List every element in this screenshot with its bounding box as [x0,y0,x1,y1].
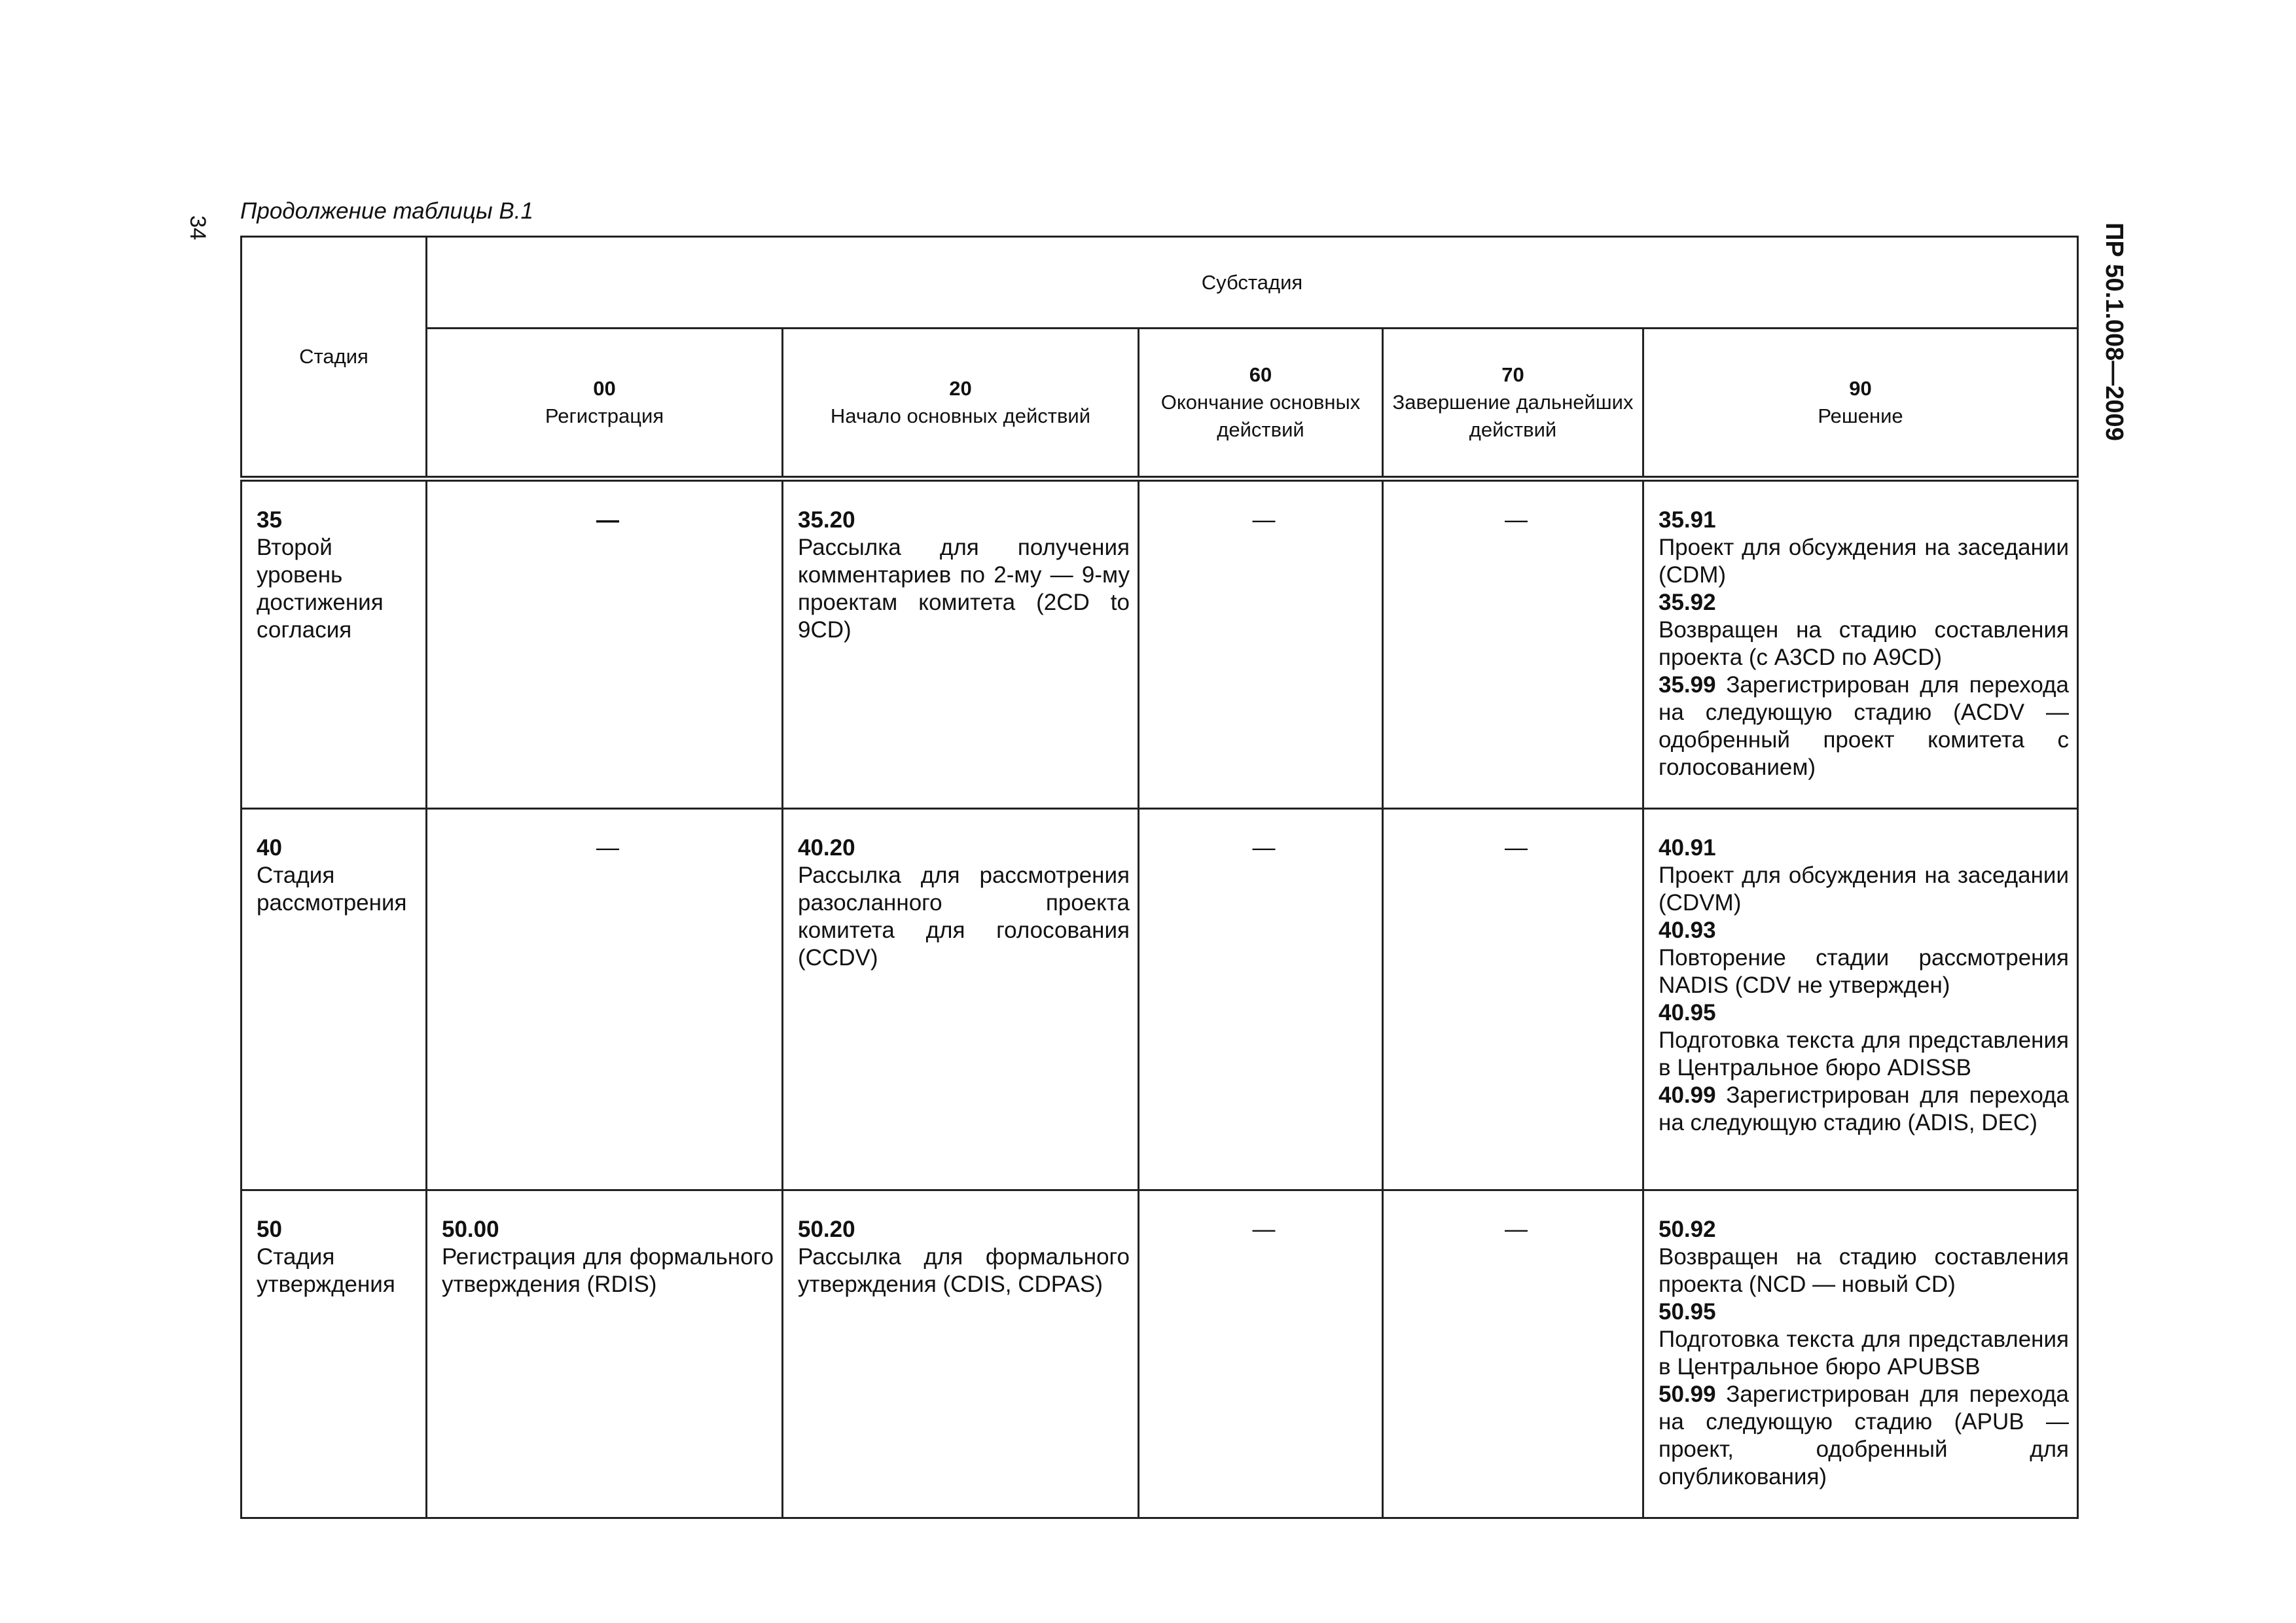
stage-cell [242,479,427,809]
stage-cell [242,1190,427,1518]
substage-text: Рассылка для формального утверждения (CDIS, CDPAS) [798,1244,1130,1297]
substage-text: Повторение стадии рассмотрения NADIS (CDV не утвержден) [1659,945,2070,998]
substage-text: Зарегистрирован для перехода на следующую стадию (ACDV — одобренный проект комитета с голосованием) [1659,672,2070,780]
substage-code: 50.99 [1659,1382,1716,1407]
stage-name: Стадия утверждения [257,1244,395,1297]
page-number: 34 [185,215,210,240]
cell-20 [783,1190,1139,1518]
substage-text: Зарегистрирован для перехода на следующую стадию (ADIS, DEC) [1659,1082,2070,1135]
cell-60 [1139,479,1383,809]
substage-text: Зарегистрирован для перехода на следующую стадию (APUB — проект, одобренный для опубликования) [1659,1382,2070,1489]
cell-70 [1383,809,1643,1190]
table-caption: Продолжение таблицы В.1 [240,198,533,224]
header-substage: Субстадия [427,237,2078,329]
stage-number: 35 [257,507,282,533]
substage-text: Возвращен на стадию составления проекта (NCD — новый CD) [1659,1244,2070,1297]
header-row-columns [242,329,2078,479]
empty-dash: — [1505,507,1528,533]
header-col-60 [1139,329,1383,479]
substage-text: Рассылка для рассмотрения разосланного проекта комитета для голосования (CCDV) [798,863,1130,971]
cell-60 [1139,1190,1383,1518]
substage-code: 35.91 [1659,507,1716,533]
empty-dash: — [1505,1217,1528,1242]
cell-90 [1643,809,2078,1190]
cell-20 [783,479,1139,809]
substage-code: 35.20 [798,507,855,533]
cell-90 [1643,1190,2078,1518]
cell-00 [427,1190,783,1518]
table-row [242,809,2078,1190]
header-col-60-num: 60 [1249,363,1272,386]
substage-text: Проект для обсуждения на заседании (CDVM) [1659,863,2070,916]
table-row [242,1190,2078,1518]
substage-code: 40.95 [1659,1000,1716,1026]
header-col-70 [1383,329,1643,479]
stage-number: 40 [257,835,282,861]
empty-dash: — [1252,507,1276,533]
stage-number: 50 [257,1217,282,1242]
stage-name: Стадия рассмотрения [257,863,407,916]
substage-text: Проект для обсуждения на заседании (CDM) [1659,535,2070,588]
header-stage: Стадия [242,237,427,479]
substage-code: 40.93 [1659,918,1716,943]
substage-code: 40.91 [1659,835,1716,861]
substage-code: 35.92 [1659,590,1716,615]
substage-code: 50.95 [1659,1299,1716,1325]
document-code: ПР 50.1.008—2009 [2100,223,2128,441]
header-col-20-num: 20 [949,377,972,400]
header-col-20 [783,329,1139,479]
header-col-90-num: 90 [1849,377,1872,400]
empty-dash: — [1252,1217,1276,1242]
substage-entry [1659,1381,2069,1491]
stage-name: Второй уровень достижения согласия [257,535,384,643]
stage-cell [242,809,427,1190]
table-row [242,479,2078,809]
empty-dash: — [596,835,619,861]
cell-00 [427,479,783,809]
substage-code: 40.20 [798,835,855,861]
header-col-90 [1643,329,2078,479]
cell-90 [1643,479,2078,809]
cell-70 [1383,479,1643,809]
cell-70 [1383,1190,1643,1518]
empty-dash: — [596,507,619,533]
substage-code: 50.00 [442,1217,499,1242]
header-col-70-label: Завершение дальнейших действий [1392,391,1634,441]
stages-table-container [240,236,2077,1519]
empty-dash: — [1505,835,1528,861]
substage-text: Возвращен на стадию составления проекта (с A3CD по A9CD) [1659,617,2070,670]
substage-entry [1659,671,2069,781]
header-col-70-num: 70 [1501,363,1524,386]
header-row-substage [242,237,2078,329]
cell-20 [783,809,1139,1190]
substage-text: Регистрация для формального утверждения (RDIS) [442,1244,774,1297]
header-col-00-label: Регистрация [545,404,664,427]
cell-60 [1139,809,1383,1190]
substage-code: 50.92 [1659,1217,1716,1242]
substage-code: 40.99 [1659,1082,1716,1108]
substage-text: Рассылка для получения комментариев по 2-му — 9-му проектам комитета (2CD to 9CD) [798,535,1130,643]
substage-code: 50.20 [798,1217,855,1242]
header-col-20-label: Начало основных действий [830,404,1091,427]
header-col-60-label: Окончание основных действий [1160,391,1361,441]
header-col-90-label: Решение [1818,404,1903,427]
stages-table [240,236,2079,1519]
header-col-00 [427,329,783,479]
header-col-00-num: 00 [593,377,616,400]
substage-text: Подготовка текста для представления в Центральное бюро ADISSB [1659,1027,2070,1080]
substage-code: 35.99 [1659,672,1716,698]
substage-entry [1659,1082,2069,1137]
empty-dash: — [1252,835,1276,861]
cell-00 [427,809,783,1190]
substage-text: Подготовка текста для представления в Центральное бюро APUBSB [1659,1327,2070,1380]
